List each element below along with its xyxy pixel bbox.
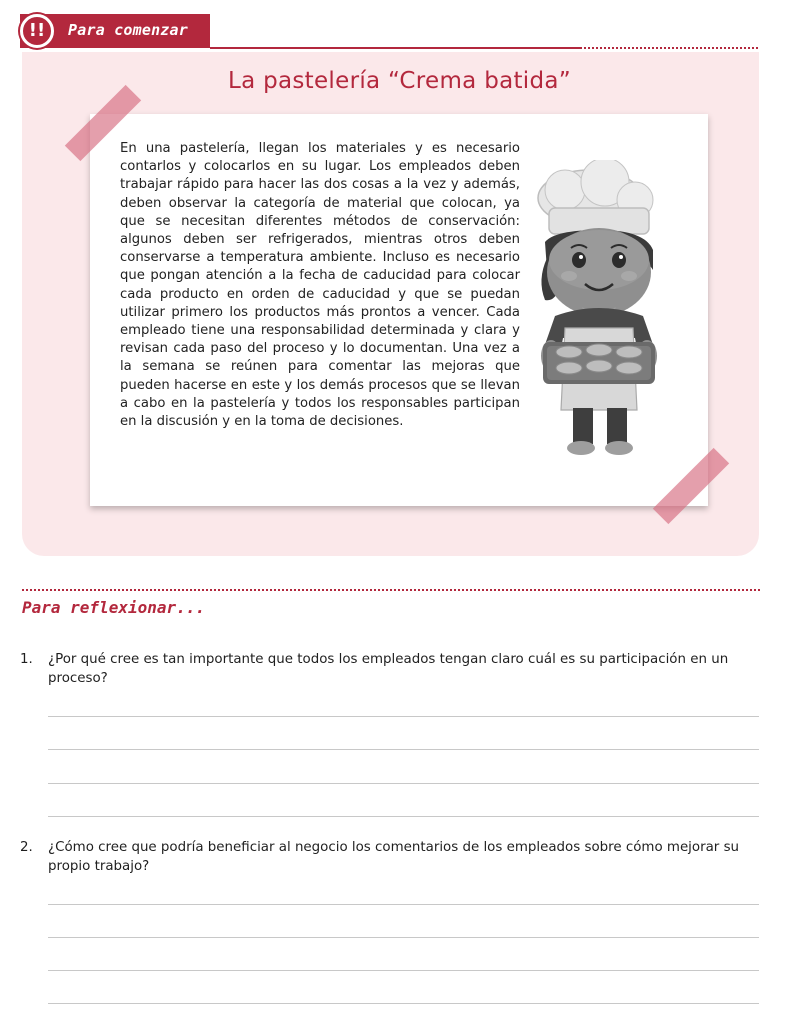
section-divider-dots (22, 589, 760, 591)
reading-body: En una pastelería, llegan los materiales y es necesario contarlos y colocarlos en su lugar. Los empleados deben trabajar rápido para hacer las dos cosas a la vez y además, deben observar la categoría de material que colocan, ya que se necesitan diferentes métodos de conservación: algunos deben ser refrigerados, mientras otros deben conservarse a temperatura ambiente. Incluso es necesario que pongan atención a la fecha de caducidad para colocar cada producto en orden de caducidad y que se puedan utilizar primero los productos más prontos a vencer. Cada empleado tiene una responsabilidad determinada y clara y revisan cada paso del proceso y lo documentan. Una vez a la semana se reúnen para comentar las mejoras que pueden hacerse en este y los demás procesos que se llevan a cabo en la pastelería y todos los responsables participan en la discusión y en la toma de decisiones. (120, 141, 520, 430)
question-number: 1. (20, 652, 33, 667)
answer-line[interactable] (48, 716, 759, 717)
header-divider-line (210, 47, 580, 49)
answer-line[interactable] (48, 749, 759, 750)
answer-line[interactable] (48, 937, 759, 938)
double-exclamation-icon: !! (20, 14, 54, 48)
question-text: ¿Por qué cree es tan importante que todos los empleados tengan claro cuál es su participación en un proceso? (48, 652, 729, 686)
answer-line[interactable] (48, 783, 759, 784)
reading-title: La pastelería “Crema batida” (227, 68, 572, 94)
chef-illustration (535, 160, 675, 460)
answer-line[interactable] (48, 816, 759, 817)
answer-line[interactable] (48, 1003, 759, 1004)
question-number: 2. (20, 840, 33, 855)
section-label-para-reflexionar: Para reflexionar... (22, 598, 206, 617)
answer-line[interactable] (48, 970, 759, 971)
answer-line[interactable] (48, 904, 759, 905)
section-label-para-comenzar: Para comenzar (68, 21, 188, 39)
header-divider-dots (580, 47, 758, 49)
question-text: ¿Cómo cree que podría beneficiar al negocio los comentarios de los empleados sobre cómo mejorar su propio trabajo? (48, 840, 740, 874)
